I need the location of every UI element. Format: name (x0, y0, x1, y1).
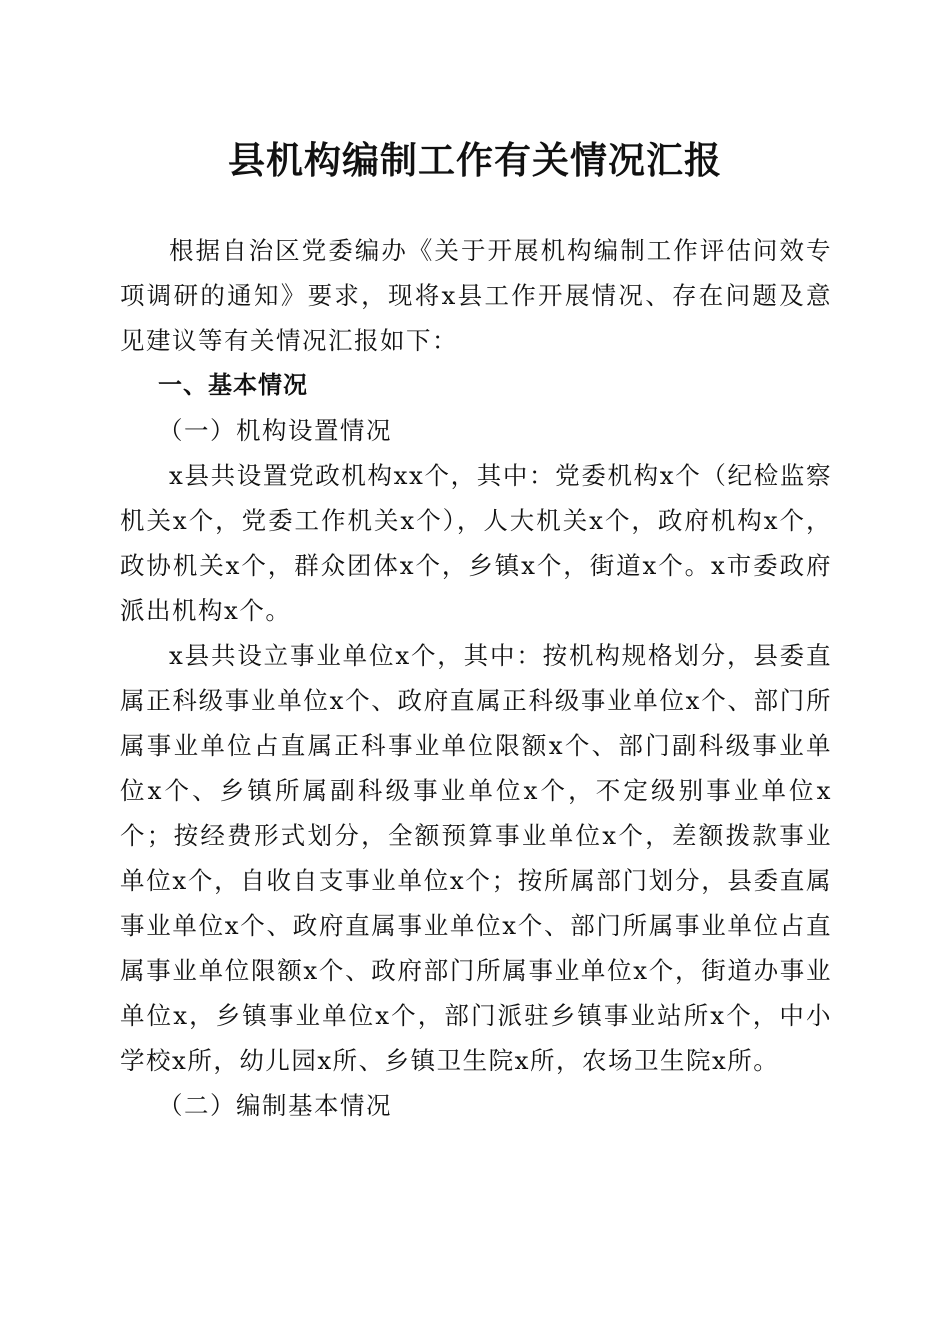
paragraph-party-government-institutions: x县共设置党政机构xx个，其中：党委机构x个（纪检监察机关x个，党委工作机关x个），人大机关x个，政府机构x个，政协机关x个，群众团体x个，乡镇x个，街道x个。x市委政府派出机构x个。 (120, 461, 832, 625)
section-heading-basic: 一、基本情况 (158, 371, 308, 399)
subsection-heading-institutions: （一）机构设置情况 (158, 416, 392, 445)
intro-paragraph: 根据自治区党委编办《关于开展机构编制工作评估问效专项调研的通知》要求，现将x县工作开展情况、存在问题及意见建议等有关情况汇报如下： (120, 236, 832, 355)
paragraph-public-institutions: x县共设立事业单位x个，其中：按机构规格划分，县委直属正科级事业单位x个、政府直属正科级事业单位x个、部门所属事业单位占直属正科事业单位限额x个、部门副科级事业单位x个、乡镇所属副科级事业单位x个，不定级别事业单位x个；按经费形式划分，全额预算事业单位x个，差额拨款事业单位x个，自收自支事业单位x个；按所属部门划分，县委直属事业单位x个、政府直属事业单位x个、部门所属事业单位占直属事业单位限额x个、政府部门所属事业单位x个，街道办事业单位x，乡镇事业单位x个，部门派驻乡镇事业站所x个，中小学校x所，幼儿园x所、乡镇卫生院x所，农场卫生院x所。 (120, 641, 832, 1075)
subsection-heading-staffing: （二）编制基本情况 (158, 1091, 392, 1120)
document-body (120, 228, 832, 1128)
document-title: 县机构编制工作有关情况汇报 (228, 138, 722, 182)
